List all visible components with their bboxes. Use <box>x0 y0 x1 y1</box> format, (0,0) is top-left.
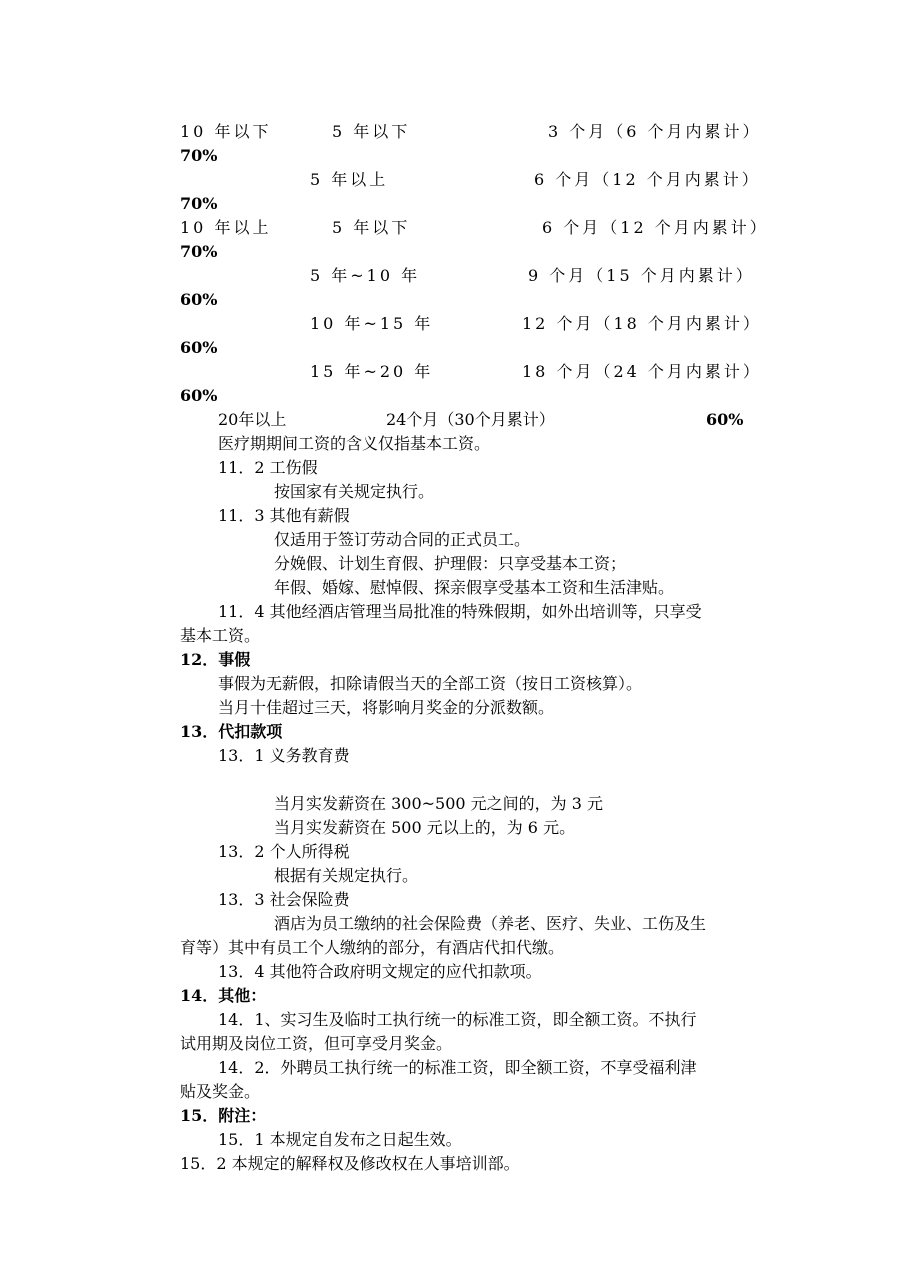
medical-period-note: 医疗期期间工资的含义仅指基本工资。 <box>218 434 491 453</box>
section-11-3-text-2: 分娩假、计划生育假、护理假：只享受基本工资； <box>274 554 627 573</box>
section-13-1-text-1: 当月实发薪资在 300~500 元之间的，为 3 元 <box>274 794 604 813</box>
table-row-5-tenure: 10 年~15 年 <box>310 314 434 333</box>
section-11-2-heading: 11．2 工伤假 <box>218 458 318 477</box>
section-13-3-text-cont: 育等）其中有员工个人缴纳的部分，有酒店代扣代缴。 <box>180 938 565 957</box>
section-13-1-text-2: 当月实发薪资在 500 元以上的，为 6 元。 <box>274 818 576 837</box>
section-12-text-2: 当月十佳超过三天，将影响月奖金的分派数额。 <box>218 698 555 717</box>
table-row-4-rate: 60% <box>180 290 218 309</box>
section-11-4-text-cont: 基本工资。 <box>180 626 261 645</box>
section-14-1-text: 14．1、实习生及临时工执行统一的标准工资，即全额工资。不执行 <box>218 1010 697 1029</box>
table-last-row-rate: 60% <box>706 410 744 429</box>
table-row-1-tenure: 5 年以下 <box>332 122 411 141</box>
table-last-row-tenure: 20年以上 <box>218 410 287 429</box>
section-14-heading: 14．其他： <box>180 986 267 1005</box>
table-row-4-tenure: 5 年~10 年 <box>310 266 421 285</box>
section-14-2-text-cont: 贴及奖金。 <box>180 1082 261 1101</box>
table-row-3-service: 10 年以上 <box>180 218 272 237</box>
section-15-heading: 15．附注： <box>180 1106 267 1125</box>
table-row-1-period: 3 个月（6 个月内累计） <box>548 122 762 141</box>
section-13-2-heading: 13．2 个人所得税 <box>218 842 350 861</box>
section-13-3-heading: 13．3 社会保险费 <box>218 890 350 909</box>
table-row-1-service: 10 年以下 <box>180 122 272 141</box>
table-row-6-rate: 60% <box>180 386 218 405</box>
section-13-3-text: 酒店为员工缴纳的社会保险费（养老、医疗、失业、工伤及生 <box>274 914 707 933</box>
table-last-row-period: 24个月（30个月累计） <box>386 410 555 429</box>
table-row-3-rate: 70% <box>180 242 218 261</box>
section-11-3-text-1: 仅适用于签订劳动合同的正式员工。 <box>274 530 531 549</box>
section-13-2-text: 根据有关规定执行。 <box>274 866 419 885</box>
table-row-6-period: 18 个月（24 个月内累计） <box>522 362 762 381</box>
section-13-4-text: 13．4 其他符合政府明文规定的应代扣款项。 <box>218 962 542 981</box>
table-row-3-period: 6 个月（12 个月内累计） <box>542 218 769 237</box>
section-11-4-text: 11．4 其他经酒店管理当局批准的特殊假期，如外出培训等，只享受 <box>218 602 702 621</box>
table-row-3-tenure: 5 年以下 <box>332 218 411 237</box>
table-row-4-period: 9 个月（15 个月内累计） <box>528 266 755 285</box>
section-11-3-text-3: 年假、婚嫁、慰悼假、探亲假享受基本工资和生活津贴。 <box>274 578 675 597</box>
section-15-1-text: 15．1 本规定自发布之日起生效。 <box>218 1130 462 1149</box>
table-row-1-rate: 70% <box>180 146 218 165</box>
section-12-heading: 12．事假 <box>180 650 251 669</box>
table-row-6-tenure: 15 年~20 年 <box>310 362 434 381</box>
table-row-2-period: 6 个月（12 个月内累计） <box>534 170 761 189</box>
section-14-2-text: 14．2．外聘员工执行统一的标准工资，即全额工资，不享受福利津 <box>218 1058 697 1077</box>
section-11-2-text: 按国家有关规定执行。 <box>274 482 435 501</box>
section-11-3-heading: 11．3 其他有薪假 <box>218 506 350 525</box>
section-14-1-text-cont: 试用期及岗位工资，但可享受月奖金。 <box>180 1034 453 1053</box>
section-13-heading: 13．代扣款项 <box>180 722 283 741</box>
section-13-1-heading: 13．1 义务教育费 <box>218 746 350 765</box>
section-15-2-text: 15．2 本规定的解释权及修改权在人事培训部。 <box>180 1154 520 1173</box>
table-row-2-tenure: 5 年以上 <box>310 170 389 189</box>
table-row-5-period: 12 个月（18 个月内累计） <box>522 314 762 333</box>
section-12-text-1: 事假为无薪假，扣除请假当天的全部工资（按日工资核算）。 <box>218 674 643 693</box>
table-row-5-rate: 60% <box>180 338 218 357</box>
table-row-2-rate: 70% <box>180 194 218 213</box>
